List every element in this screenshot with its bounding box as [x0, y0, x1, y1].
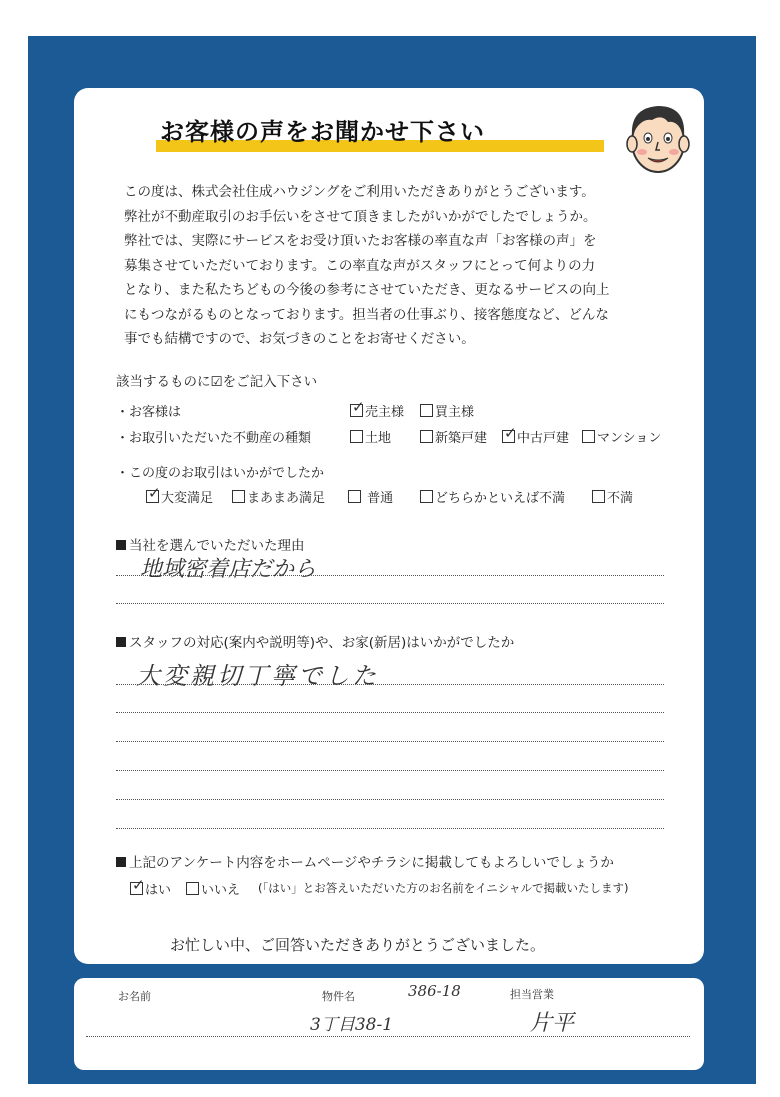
square-bullet-icon [116, 857, 126, 867]
staff-face-icon [622, 98, 694, 176]
used-house-checkbox[interactable] [502, 430, 515, 443]
answer-line [116, 741, 664, 742]
property-label: 物件名 [322, 990, 355, 1003]
option-mansion[interactable]: マンション [582, 427, 661, 446]
intro-line: にもつながるものとなっております。担当者の仕事ぶり、接客態度など、どんな [124, 306, 609, 323]
property-number[interactable]: 386-18 [408, 982, 461, 1000]
new-house-checkbox[interactable] [420, 430, 433, 443]
q-customer-label: ・お客様は [116, 405, 182, 420]
land-checkbox[interactable] [350, 430, 363, 443]
option-very-satisfied[interactable]: ✓大変満足 [146, 487, 213, 506]
q-property-label: ・お取引いただいた不動産の種類 [116, 431, 312, 446]
mansion-checkbox[interactable] [582, 430, 595, 443]
q-satisfaction-label: ・この度のお取引はいかがでしたか [116, 466, 325, 481]
square-bullet-icon [116, 540, 126, 550]
option-no[interactable]: いいえ [186, 879, 240, 898]
reason-answer[interactable]: 地域密着店だから [140, 557, 317, 582]
staff-name[interactable]: 片平 [530, 1011, 575, 1036]
option-new-house[interactable]: 新築戸建 [420, 427, 487, 446]
answer-line [116, 799, 664, 800]
answer-line [116, 712, 664, 713]
yes-checkbox[interactable] [130, 882, 143, 895]
property-address[interactable]: 3丁目38-1 [310, 1015, 394, 1035]
section-permission-heading: 上記のアンケート内容をホームページやチラシに掲載してもよろしいでしょうか [116, 851, 614, 871]
instruction: 該当するものに☑をご記入下さい [116, 374, 318, 390]
answer-line [116, 770, 664, 771]
very-satisfied-checkbox[interactable] [146, 490, 159, 503]
option-seller[interactable]: ✓ 売主様 [350, 401, 404, 420]
neutral-checkbox[interactable] [348, 490, 361, 503]
intro-line: 募集させていただいております。この率直な声がスタッフにとって何よりの力 [124, 257, 596, 274]
intro-line: 弊社では、実際にサービスをお受け頂いたお客様の率直な声「お客様の声」を [124, 233, 597, 249]
option-somewhat-dissatisfied[interactable]: どちらかといえば不満 [420, 487, 565, 506]
staff-answer[interactable]: 大変親切丁寧でした [136, 662, 379, 690]
somewhat-dissatisfied-checkbox[interactable] [420, 490, 433, 503]
intro-text [124, 180, 684, 352]
page-title: お客様の声をお聞かせ下さい [160, 118, 485, 146]
thanks-message: お忙しい中、ご回答いただきありがとうございました。 [170, 936, 546, 954]
intro-line: この度は、株式会社住成ハウジングをご利用いただきありがとうございます。 [124, 184, 595, 200]
answer-line [116, 575, 664, 576]
name-label: お名前 [118, 990, 151, 1003]
intro-line: となり、また私たちどもの今後の参考にさせていただき、更なるサービスの向上 [124, 282, 610, 298]
option-dissatisfied[interactable]: 不満 [592, 487, 633, 506]
permission-note: (「はい」とお答えいただいた方のお名前をイニシャルで掲載いたします) [258, 881, 629, 895]
intro-line: 弊社が不動産取引のお手伝いをさせて頂きましたがいかがでしたでしょうか。 [124, 208, 597, 225]
staff-label: 担当営業 [510, 988, 554, 1001]
intro-line: 事でも結構ですので、お気づきのことをお寄せください。 [124, 331, 475, 347]
satisfied-checkbox[interactable] [232, 490, 245, 503]
option-buyer[interactable]: 買主様 [420, 401, 474, 420]
name-line [86, 1036, 690, 1037]
option-satisfied[interactable]: まあまあ満足 [232, 487, 325, 506]
section-reason-heading: 当社を選んでいただいた理由 [116, 534, 305, 554]
answer-line [116, 603, 664, 604]
buyer-checkbox[interactable] [420, 404, 433, 417]
dissatisfied-checkbox[interactable] [592, 490, 605, 503]
option-used-house[interactable]: ✓ 中古戸建 [502, 427, 569, 446]
answer-line [116, 684, 664, 685]
no-checkbox[interactable] [186, 882, 199, 895]
answer-line [116, 828, 664, 829]
section-staff-heading: スタッフの対応(案内や説明等)や、お家(新居)はいかがでしたか [116, 631, 514, 651]
option-neutral[interactable]: 普通 [348, 487, 393, 506]
option-yes[interactable]: ✓はい [130, 879, 171, 898]
option-land[interactable]: 土地 [350, 427, 391, 446]
square-bullet-icon [116, 637, 126, 647]
seller-checkbox[interactable] [350, 404, 363, 417]
